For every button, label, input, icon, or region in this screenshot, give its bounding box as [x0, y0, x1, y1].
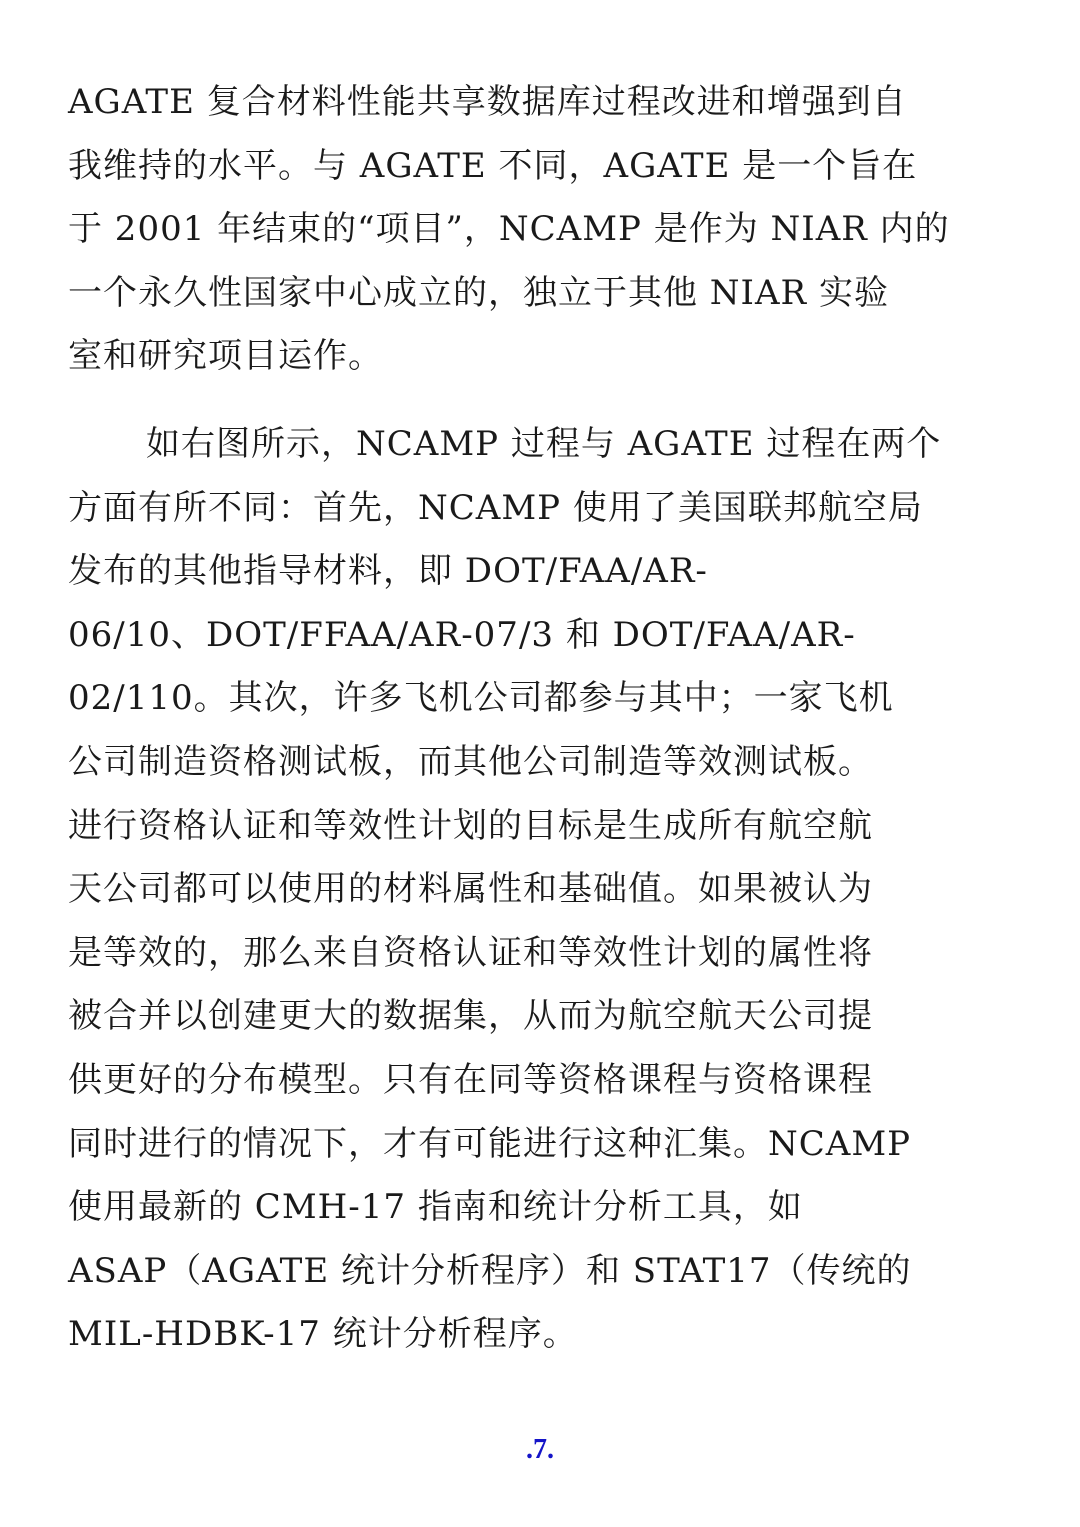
text-line: MIL-HDBK-17 统计分析程序。	[68, 1314, 578, 1355]
text-line: 发布的其他指导材料，即 DOT/FAA/AR-	[68, 551, 708, 592]
text-line: ASAP（AGATE 统计分析程序）和 STAT17（传统的	[68, 1250, 912, 1291]
text-line: 天公司都可以使用的材料属性和基础值。如果被认为	[68, 869, 873, 910]
paragraph-1	[68, 71, 1018, 389]
text-line: 是等效的，那么来自资格认证和等效性计划的属性将	[68, 932, 873, 973]
text-line: 06/10、DOT/FFAA/AR-07/3 和 DOT/FAA/AR-	[68, 614, 856, 655]
text-line: 供更好的分布模型。只有在同等资格课程与资格课程	[68, 1059, 873, 1100]
text-line: 公司制造资格测试板，而其他公司制造等效测试板。	[68, 741, 873, 782]
text-line: AGATE 复合材料性能共享数据库过程改进和增强到自	[68, 82, 907, 122]
text-line: 进行资格认证和等效性计划的目标是生成所有航空航	[68, 805, 873, 846]
text-line: 室和研究项目运作。	[68, 336, 383, 377]
text-line: 被合并以创建更大的数据集，从而为航空航天公司提	[68, 996, 873, 1037]
text-line: 如右图所示，NCAMP 过程与 AGATE 过程在两个	[146, 424, 942, 464]
text-line: 同时进行的情况下，才有可能进行这种汇集。NCAMP	[68, 1123, 912, 1164]
text-line: 一个永久性国家中心成立的，独立于其他 NIAR 实验	[68, 272, 889, 313]
text-line: 我维持的水平。与 AGATE 不同，AGATE 是一个旨在	[68, 145, 918, 186]
page-number: .7.	[526, 1434, 554, 1465]
text-line: 02/110。其次，许多飞机公司都参与其中；一家飞机	[68, 678, 894, 719]
text-line: 于 2001 年结束的“项目”，NCAMP 是作为 NIAR 内的	[68, 209, 950, 250]
text-line: 方面有所不同：首先，NCAMP 使用了美国联邦航空局	[68, 487, 923, 528]
paragraph-2	[68, 413, 1018, 1367]
text-line: 使用最新的 CMH-17 指南和统计分析工具，如	[68, 1187, 803, 1228]
